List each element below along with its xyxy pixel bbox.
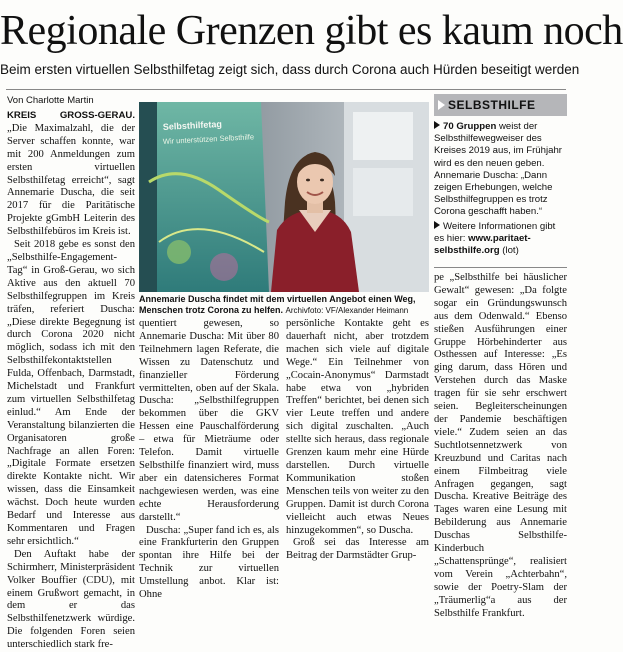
arrow-right-icon bbox=[434, 221, 440, 229]
sidebar-header bbox=[434, 94, 567, 116]
screen-title: Selbsthilfetag bbox=[162, 118, 223, 132]
screen-subtitle: Wir unterstützen Selbsthilfe bbox=[162, 132, 255, 146]
sidebar-box bbox=[434, 94, 567, 259]
article-photo bbox=[139, 102, 429, 292]
article-column-4 bbox=[434, 272, 567, 619]
arrow-right-icon bbox=[434, 121, 440, 129]
article-column-3 bbox=[286, 318, 429, 561]
article-column-1 bbox=[7, 110, 135, 651]
triangle-icon bbox=[438, 100, 445, 110]
dateline: KREIS GROSS-GERAU. bbox=[7, 110, 135, 121]
divider bbox=[6, 89, 566, 90]
paragraph: Den Auftakt habe der Schirmherr, Ministerpräsident Volker Bouffier (CDU), mit einem Grußwort gemacht, in dem er das Selbsthilfenetzwerk würdige. Die folgenden Foren seien unterschiedlich stark fre- bbox=[7, 548, 135, 651]
caption-text: Annemarie Duscha findet mit dem virtuellen Angebot einen Weg, Menschen trotz Corona zu helfen. bbox=[139, 294, 416, 315]
headline: Regionale Grenzen gibt es kaum noch bbox=[0, 8, 623, 54]
paragraph: Groß sei das Interesse am Beitrag der Darmstädter Grup- bbox=[286, 537, 429, 562]
paragraph: pe „Selbsthilfe bei häuslicher Gewalt“ gewesen: „Da folgte sogar ein Gründungswunsch aus dem Odenwald.“ Ebenso stießen Ausführungen einer Gruppe Hörbehinderter aus Osthessen auf Interesse: „Es ging darum, dass Hören und Verstehen durch das Maske tragen für sie sehr erschwert seien. Begleiterscheinungen der Pandemie beschäftigen viele.“ Zudem seien an das Suchtlotsennetzwerk von Kreuzbund und Caritas nach einem Filmbeitrag viele Anfragen gegangen, sagt Duscha. Kreative Beiträge des Tages waren eine Lesung mit Bebilderung aus Annemarie Duschas Selbsthilfe-Kinderbuch „Schattensprünge“, realisiert vom Verein „Achterbahn“, sowie der Poetry-Slam der „Träumerlig“a aus der Selbsthilfe Frankfurt. bbox=[434, 272, 567, 619]
photo-caption bbox=[139, 294, 429, 316]
paragraph: Seit 2018 gebe es sonst den „Selbsthilfe-Engagement-Tag“ in Groß-Gerau, wo sich Aktive aus den aktuell 70 Selbsthilfegruppen im Kreis träfen, referiert Duscha: „Diese direkte Begegnung ist durch Corona 2020 nicht möglich, sodass ich mit den Selbsthilfekontaktstellen Fulda, Offenbach, Darmstadt, Michelstadt und Frankfurt zum virtuellen Selbsthilfetag einlud.“ Am Ende der Veranstaltung bilanzierten die Organisatoren große Nachfrage an allen Foren: „Digitale Formate ersetzen direkte Kontakte nicht. Wir wissen, dass die Einsamkeit wächst. Doch heute wurden Bedarf und Interesse aus Kommentaren und Fragen sehr ersichtlich.“ bbox=[7, 239, 135, 547]
sidebar-link[interactable]: www.paritaet-selbsthilfe.org bbox=[434, 232, 531, 257]
byline: Von Charlotte Martin bbox=[7, 95, 94, 106]
article-column-2 bbox=[139, 318, 279, 601]
paragraph: KREIS GROSS-GERAU. „Die Maximalzahl, die der Server schaffen konnte, war mit 200 Anmeldungen zum ersten virtuellen Selbsthilfetag erreicht“, sagt Annemarie Duscha, die seit 2017 für die Paritätische Projekte gGmbH Leiterin des Selbsthilfebüros im Kreis ist. bbox=[7, 110, 135, 238]
sidebar-item: 70 Gruppen weist der Selbsthilfewegweiser des Kreises 2019 aus, im Frühjahr wird es den neuen geben. Annemarie Duscha: „Dann zeigen Erhebungen, welche Selbsthilfegruppen es trotz Corona geschafft haben.“ bbox=[434, 121, 562, 218]
subheadline: Beim ersten virtuellen Selbsthilfetag zeigt sich, dass durch Corona auch Hürden beseitigt werden bbox=[0, 62, 580, 77]
photo-image bbox=[139, 102, 429, 292]
divider bbox=[434, 267, 567, 268]
sidebar-item: Weitere Informationen gibt es hier: www.paritaet-selbsthilfe.org (lot) bbox=[434, 220, 556, 257]
paragraph: Duscha: „Super fand ich es, als eine Frankfurterin den Gruppen spontan ihre Hilfe bei der Technik zur virtuellen Umstellung anbot. Klar ist: Ohne bbox=[139, 524, 279, 601]
paragraph: quentiert gewesen, so Annemarie Duscha: Mit über 80 Teilnehmern lagen Referate, die Wissen zu Datenschutz und finanzieller Förderung vermittelten, oben auf der Skala. Duscha: „Selbsthilfegruppen bekommen über die GKV Hessen eine Pauschalförderung – etwa für Mieträume oder Telefon. Damit virtuelle Selbsthilfe finanziert wird, muss aber ein datensicheres Format nachgewiesen werden, was eine echte Herausforderung darstellt.“ bbox=[139, 318, 279, 523]
paragraph: persönliche Kontakte geht es dauerhaft nicht, aber trotzdem machen sich viele auf digitale Wege.“ Ein Teilnehmer von „Cocain-Anonymus“ Darmstadt habe etwa von „hybriden Treffen“ berichtet, bei denen sich vier Leute treffen und andere sich digital zuschalten. „Auch stellte sich heraus, dass regionale Grenzen kaum mehr eine Hürde darstellen. Durch virtuelle Kommunikation stoßen Menschen teils von weiter zu den Gruppen. Damit ist durch Corona vielleicht auch etwas Neues hinzugekommen“, so Duscha. bbox=[286, 318, 429, 536]
sidebar-title: SELBSTHILFE bbox=[448, 98, 536, 112]
photo-credit: Archivfoto: VF/Alexander Heimann bbox=[285, 306, 409, 315]
